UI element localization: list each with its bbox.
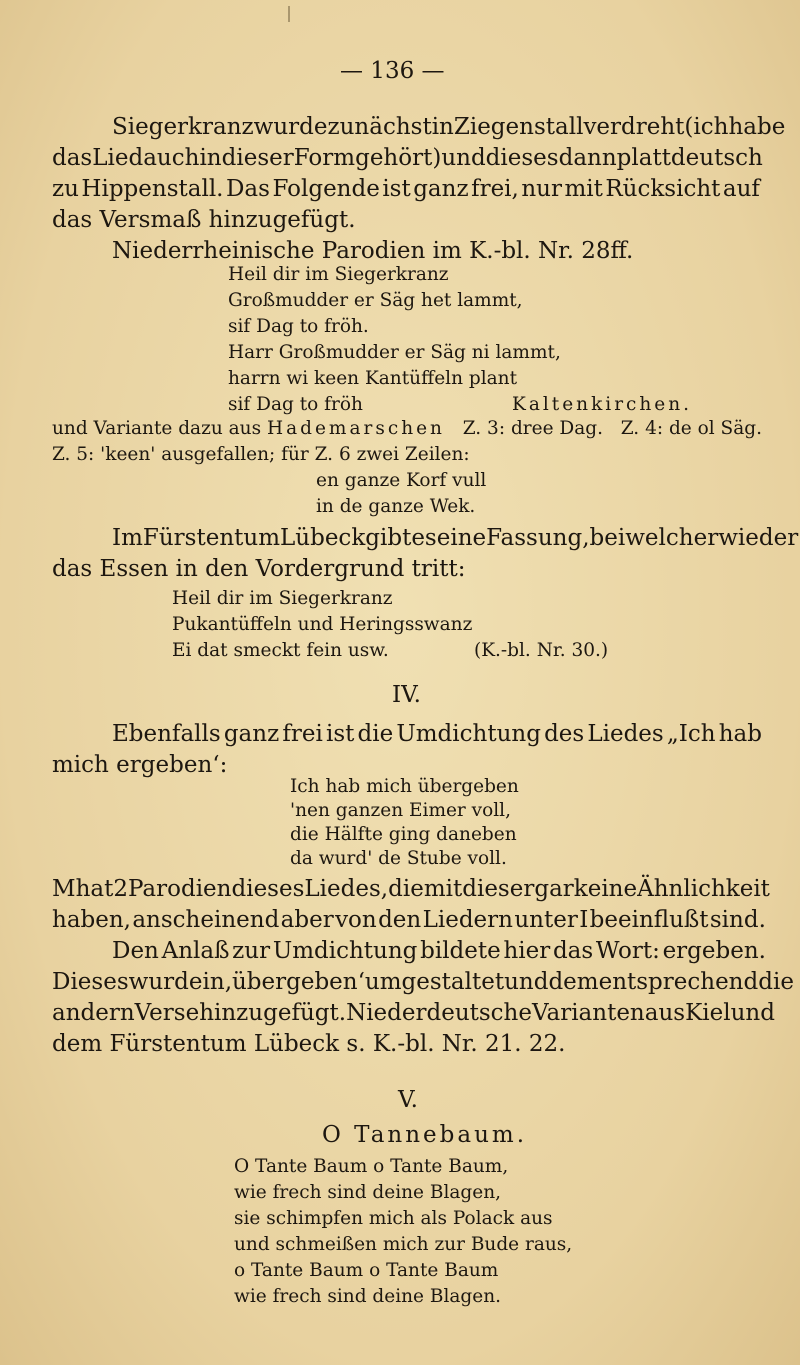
word: I <box>579 907 589 933</box>
word: von <box>335 907 377 933</box>
section-heading: IV. <box>392 682 421 708</box>
verse-line: wie frech sind deine Blagen. <box>234 1286 502 1307</box>
word: mit <box>564 176 603 202</box>
verse-line: sie schimpfen mich als Polack aus <box>234 1208 553 1229</box>
word: Siegerkranz <box>112 114 254 140</box>
word: Wort: <box>595 938 660 964</box>
word: Ziegenstall <box>453 114 584 140</box>
word: welcher <box>625 525 719 551</box>
word: ‚übergeben‘ <box>224 969 365 995</box>
word: in <box>199 145 222 171</box>
word: dieses <box>485 145 559 171</box>
word: auf <box>722 176 760 202</box>
verse-line: o Tante Baum o Tante Baum <box>234 1260 499 1281</box>
text-line: dem Fürstentum Lübeck s. K.-bl. Nr. 21. 22. <box>52 1031 566 1057</box>
verse-line: Pukantüffeln und Heringsswanz <box>172 614 473 635</box>
text-segment: Z. 4: de ol Säg. <box>620 418 762 439</box>
word: und <box>441 145 486 171</box>
word: Rücksicht <box>605 176 721 202</box>
verse-line: en ganze Korf vull <box>316 470 487 491</box>
word: Fassung, <box>486 525 590 551</box>
word: Umdichtung <box>272 938 418 964</box>
word: Parodien <box>127 876 232 902</box>
word: Liedern <box>422 907 513 933</box>
text-line <box>112 114 786 140</box>
word: gar <box>534 876 574 902</box>
word: wurde <box>253 114 328 140</box>
text-line <box>52 969 794 995</box>
word: und <box>730 1000 775 1026</box>
verse-line: harrn wi keen Kantüffeln plant <box>228 368 518 389</box>
word: bei <box>589 525 626 551</box>
text-line: das Versmaß hinzugefügt. <box>52 207 356 233</box>
verse-line: Heil dir im Siegerkranz <box>172 588 393 609</box>
word: die <box>388 876 424 902</box>
text-line <box>52 1000 775 1026</box>
text-line: Z. 5: 'keen' ausgefallen; für Z. 6 zwei Zeilen: <box>52 444 470 465</box>
word: und <box>504 969 549 995</box>
word: Lied <box>92 145 144 171</box>
word: Fürstentum <box>142 525 281 551</box>
word: mit <box>423 876 463 902</box>
verse-line: 'nen ganzen Eimer voll, <box>290 800 511 821</box>
word: gehört) <box>355 145 442 171</box>
word: auch <box>143 145 200 171</box>
text-segment <box>52 420 445 439</box>
word: aus <box>644 1000 686 1026</box>
word: keine <box>573 876 638 902</box>
text-line <box>112 525 799 551</box>
text-line <box>112 940 766 963</box>
word: ganz <box>413 176 469 202</box>
word: Den <box>112 938 159 964</box>
word: Das <box>225 176 270 202</box>
text-line <box>52 145 763 171</box>
word: hinzugefügt. <box>199 1000 347 1026</box>
word: haben, <box>52 907 131 933</box>
word: gibt <box>365 525 412 551</box>
word: dementsprechend <box>548 969 759 995</box>
word: Dieses <box>52 969 129 995</box>
word: frei, <box>471 176 519 202</box>
word: eine <box>436 525 487 551</box>
word: M <box>52 876 76 902</box>
verse-line: Ich hab mich übergeben <box>290 776 519 797</box>
word: hab <box>718 721 762 747</box>
word: ergeben. <box>662 938 766 964</box>
word: zu <box>52 176 79 202</box>
word: frei <box>282 721 323 747</box>
verse-line: da wurd' de Stube voll. <box>290 848 507 869</box>
verse-line: wie frech sind deine Blagen, <box>234 1182 502 1203</box>
word: sind. <box>709 907 766 933</box>
word: anscheinend <box>132 907 280 933</box>
text-line <box>52 178 760 201</box>
text-line: mich ergeben‘: <box>52 752 228 778</box>
word: habe <box>728 114 786 140</box>
verse-line: und schmeißen mich zur Bude raus, <box>234 1234 573 1255</box>
word: Folgende <box>272 176 380 202</box>
text-segment: und Variante dazu aus <box>52 418 262 439</box>
page-number: — 136 — <box>340 58 445 84</box>
word: Varianten <box>531 1000 645 1026</box>
word: Im <box>112 525 143 551</box>
verse-line: die Hälfte ging daneben <box>290 824 517 845</box>
text-line <box>52 420 762 439</box>
word: dieser <box>221 145 294 171</box>
word: in <box>202 969 225 995</box>
word: andern <box>52 1000 135 1026</box>
text-line <box>52 876 770 902</box>
word: nur <box>521 176 562 202</box>
word: 2 <box>113 876 128 902</box>
word: Anlaß <box>161 938 230 964</box>
word: zur <box>232 938 271 964</box>
word: Hippenstall. <box>81 176 224 202</box>
text-segment: Z. 3: dree Dag. <box>462 418 603 439</box>
word: dieser <box>462 876 535 902</box>
word: Liedes, <box>304 876 389 902</box>
verse-line: Heil dir im Siegerkranz <box>228 264 449 285</box>
word: ganz <box>223 721 280 747</box>
word: das <box>52 145 93 171</box>
word: beeinflußt <box>589 907 709 933</box>
verse-line: in de ganze Wek. <box>316 496 476 517</box>
word: Niederdeutsche <box>346 1000 532 1026</box>
word: die <box>758 969 794 995</box>
word: „Ich <box>666 721 716 747</box>
word: das <box>552 938 594 964</box>
word: plattdeutsch <box>616 145 763 171</box>
verse-line: Harr Großmudder er Säg ni lammt, <box>228 342 561 363</box>
place-name: Hademarschen <box>266 418 445 439</box>
word: (ich <box>684 114 729 140</box>
verse-line: sif Dag to fröh. <box>228 316 369 337</box>
verse-line: sif Dag to fröh <box>228 394 363 415</box>
verse-line: Großmudder er Säg het lammt, <box>228 290 523 311</box>
word: die <box>357 721 394 747</box>
word: Umdichtung <box>396 721 541 747</box>
text-line: das Essen in den Vordergrund tritt: <box>52 556 466 582</box>
word: verdreht <box>583 114 685 140</box>
word: Ebenfalls <box>112 721 221 747</box>
word: umgestaltet <box>364 969 505 995</box>
word: wurde <box>128 969 203 995</box>
word: unter <box>514 907 578 933</box>
word: ist <box>382 176 411 202</box>
word: hat <box>75 876 114 902</box>
word: dann <box>558 145 617 171</box>
word: ist <box>325 721 355 747</box>
word: hier <box>503 938 551 964</box>
text-line <box>52 909 766 932</box>
verse-line: Ei dat smeckt fein usw. <box>172 640 389 661</box>
poem-title: O Tannebaum. <box>322 1122 528 1148</box>
text-line <box>112 723 762 746</box>
word: es <box>411 525 437 551</box>
word: wieder <box>718 525 799 551</box>
verse-line: O Tante Baum o Tante Baum, <box>234 1156 509 1177</box>
word: bildete <box>420 938 501 964</box>
word: aber <box>280 907 334 933</box>
word: Liedes <box>587 721 664 747</box>
word: Verse <box>134 1000 200 1026</box>
word: des <box>544 721 585 747</box>
place-name: Kaltenkirchen. <box>512 394 693 415</box>
word: Ähnlichkeit <box>637 876 770 902</box>
section-heading: V. <box>398 1087 418 1113</box>
word: Lübeck <box>280 525 366 551</box>
word: Kiel <box>685 1000 731 1026</box>
text-line: Niederrheinische Parodien im K.-bl. Nr. 28ff. <box>112 238 634 264</box>
reference: (K.-bl. Nr. 30.) <box>474 640 609 661</box>
word: Form <box>293 145 356 171</box>
word: in <box>431 114 454 140</box>
word: zunächst <box>327 114 432 140</box>
ink-smudge <box>288 6 290 22</box>
word: dieses <box>231 876 305 902</box>
word: den <box>378 907 422 933</box>
